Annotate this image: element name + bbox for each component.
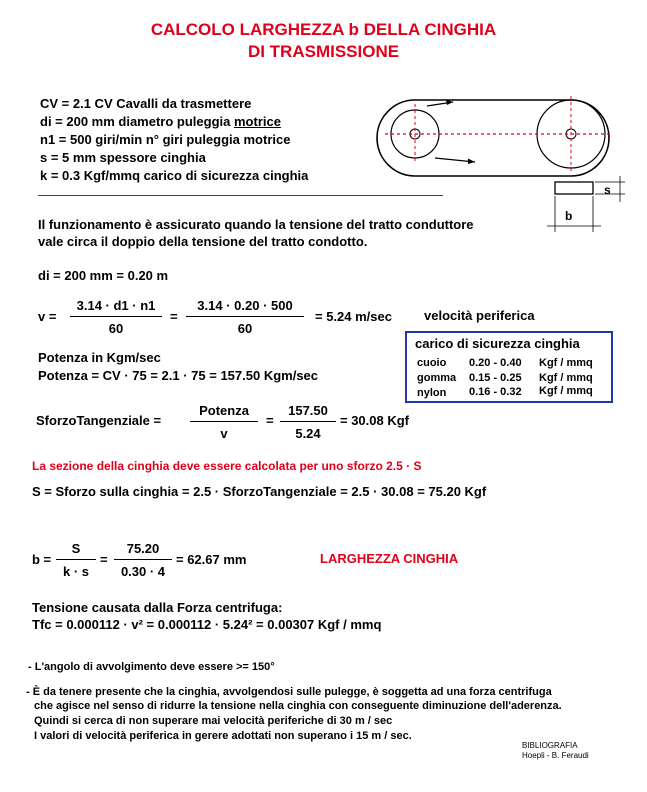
given-thickness: s = 5 mm spessore cinghia [40,150,206,165]
width-fraction-2 [114,541,172,579]
given-diameter-underlined: motrice [233,114,281,129]
velocity-result: = 5.24 m/sec [315,309,392,324]
power-heading: Potenza in Kgm/sec [38,350,161,365]
bibliography-label: BIBLIOGRAFIA [522,741,578,750]
power-formula: Potenza = CV · 75 = 2.1 · 75 = 157.50 Kgm/sec [38,368,319,383]
width-label: LARGHEZZA CINGHIA [320,551,459,566]
velocity-label: velocità periferica [424,308,535,323]
table-range-nylon: 0.16 - 0.32 [469,386,522,398]
s-dimension-label: s [604,183,611,197]
tangential-numerator-1: Potenza [190,403,258,422]
bibliography-source: Hoepli - B. Feraudi [522,751,589,760]
note-line-3: Quindi si cerca di non superare mai velocità periferiche di 30 m / sec [34,715,393,727]
title-line-1: CALCOLO LARGHEZZA b DELLA CINGHIA [150,20,497,39]
table-material-cuoio: cuoio [417,357,447,369]
given-safety-load: k = 0.3 Kgf/mmq carico di sicurezza cinghia [40,168,309,183]
diameter-conversion: di = 200 mm = 0.20 m [38,268,169,283]
width-lhs: b = [32,552,52,567]
belt-arrow-bottom-head [468,159,475,165]
width-denominator-2: 0.30 · 4 [120,564,166,579]
note-line-2: che agisce nel senso di ridurre la tensione nella cinghia con conseguente diminuzione dell'aderenza. [34,700,562,712]
velocity-numerator-2: 3.14 · 0.20 · 500 [186,298,304,317]
pulley-diagram [375,92,637,237]
belt-force-formula: S = Sforzo sulla cinghia = 2.5 · SforzoTangenziale = 2.5 · 30.08 = 75.20 Kgf [32,484,487,499]
note-wrap-angle: - L'angolo di avvolgimento deve essere >= 150° [28,661,275,673]
given-diameter [40,114,281,129]
velocity-fraction-2 [186,298,304,336]
intro-line-1: Il funzionamento è assicurato quando la tensione del tratto conduttore [38,217,474,232]
note-line-1: - È da tenere presente che la cinghia, avvolgendosi sulle pulegge, è soggetta ad una forza centrifuga [26,686,552,698]
given-diameter-text: di = 200 mm diametro puleggia [40,114,234,129]
intro-line-2: vale circa il doppio della tensione del tratto condotto. [38,234,368,249]
table-unit-gomma: Kgf / mmq [539,372,593,384]
belt-section [555,182,593,194]
tangential-result: = 30.08 Kgf [340,413,410,428]
velocity-equals: = [170,309,178,324]
width-result: = 62.67 mm [176,552,247,567]
title-line-2: DI TRASMISSIONE [247,42,400,61]
width-equals: = [100,552,108,567]
safety-load-table [405,331,613,403]
table-unit-nylon: Kgf / mmq [539,385,593,397]
centrifugal-heading: Tensione causata dalla Forza centrifuga: [32,600,283,615]
tangential-lhs: SforzoTangenziale = [36,413,162,428]
width-fraction-1 [56,541,96,579]
table-range-cuoio: 0.20 - 0.40 [469,357,522,369]
centrifugal-formula: Tfc = 0.000112 · v² = 0.000112 · 5.24² = 0.00307 Kgf / mmq [32,617,382,632]
velocity-denominator-1: 60 [108,321,124,336]
safety-table-title: carico di sicurezza cinghia [415,336,580,351]
tangential-denominator-1: v [220,426,228,441]
section-note: La sezione della cinghia deve essere calcolata per uno sforzo 2.5 · S [32,459,422,473]
b-dimension-label: b [565,209,573,223]
table-material-nylon: nylon [417,387,447,399]
note-line-4: I valori di velocità periferica in gerere adottati non superano i 15 m / sec. [34,730,412,742]
width-denominator-1: k · s [62,564,89,579]
tangential-fraction-1 [190,403,258,441]
velocity-fraction-1 [70,298,162,336]
velocity-numerator-1: 3.14 · d1 · n1 [70,298,162,317]
velocity-denominator-2: 60 [237,321,253,336]
width-numerator-1: S [56,541,96,560]
given-cv: CV = 2.1 CV Cavalli da trasmettere [40,96,252,111]
given-rpm: n1 = 500 giri/min n° giri puleggia motrice [40,132,291,147]
tangential-numerator-2: 157.50 [280,403,336,422]
velocity-lhs: v = [38,309,57,324]
width-numerator-2: 75.20 [114,541,172,560]
table-material-gomma: gomma [417,372,457,384]
table-unit-cuoio: Kgf / mmq [539,357,593,369]
tangential-fraction-2 [280,403,336,441]
tangential-equals: = [266,413,274,428]
table-range-gomma: 0.15 - 0.25 [469,372,522,384]
tangential-denominator-2: 5.24 [295,426,321,441]
